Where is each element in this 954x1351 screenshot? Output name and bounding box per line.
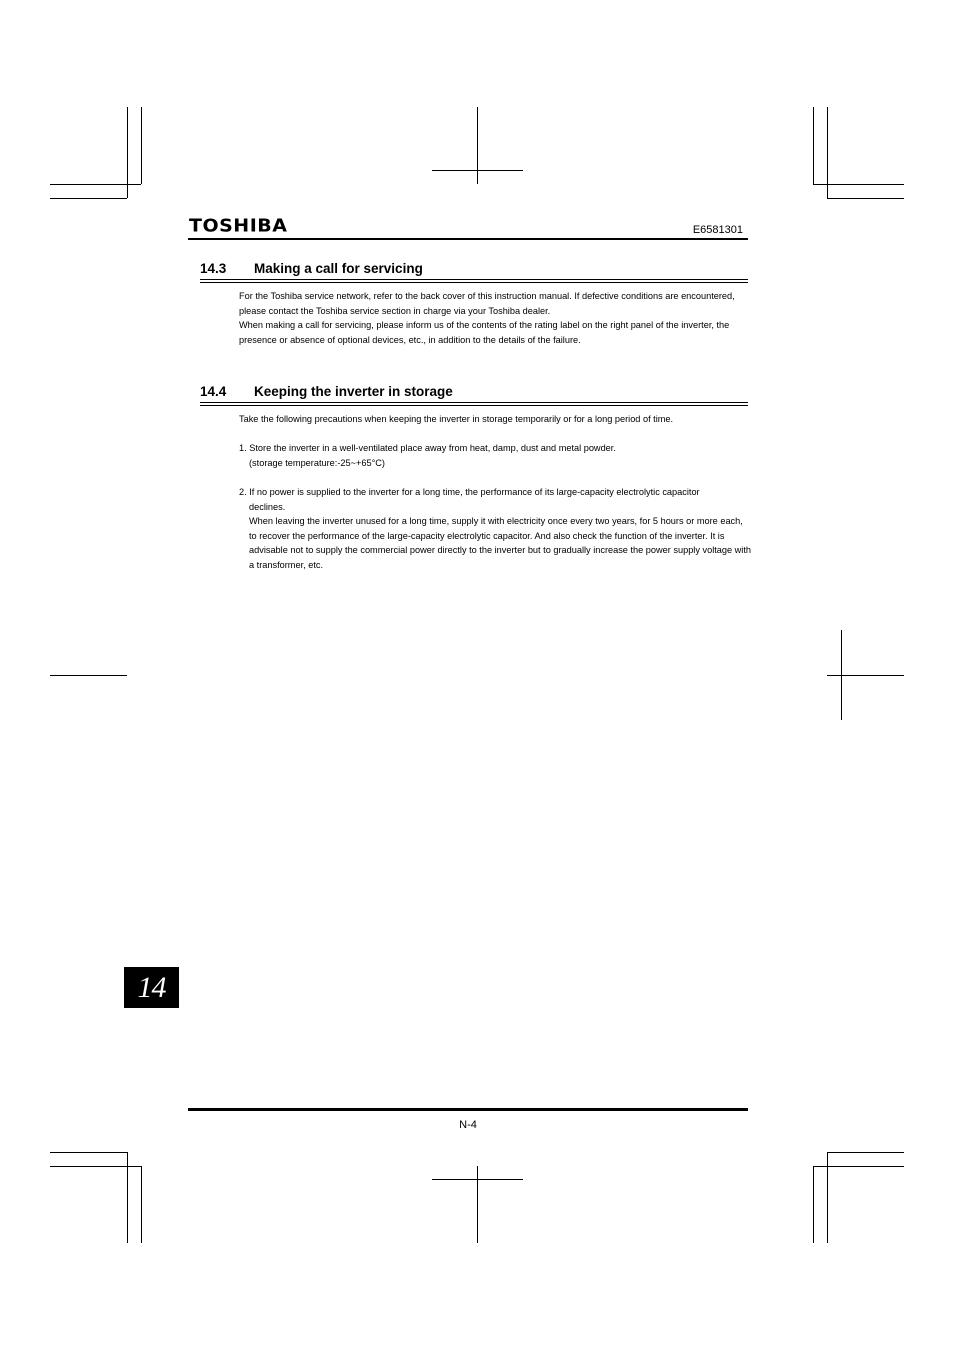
section-title: Making a call for servicing xyxy=(254,261,423,276)
section-rule-top xyxy=(200,402,748,403)
section-14-3-heading xyxy=(200,261,748,277)
section-14-4-heading xyxy=(200,384,748,400)
section-number: 14.4 xyxy=(200,384,227,399)
footer-rule xyxy=(188,1108,748,1111)
servicing-paragraph-2: When making a call for servicing, please inform us of the contents of the rating label on the right panel of the inverter, the presence or absence of optional devices, etc., in addition to the details of the failure. xyxy=(239,320,730,345)
list-item-text: 1. Store the inverter in a well-ventilated place away from heat, damp, dust and metal powder. xyxy=(239,443,616,453)
list-item xyxy=(239,441,751,470)
list-item-continuation: declines. xyxy=(249,501,286,512)
page-number: N-4 xyxy=(459,1119,477,1131)
section-title: Keeping the inverter in storage xyxy=(254,384,453,399)
section-rule-bottom xyxy=(200,405,748,406)
section-number: 14.3 xyxy=(200,261,227,276)
list-item-continuation: When leaving the inverter unused for a long time, supply it with electricity once every two years, for 5 hours or more each, to recover the performance of the large-capacity electrolytic capacitor. And also check the function of the inverter. It is advisable not to supply the commercial power directly to the inverter but to gradually increase the power supply voltage with a transformer, etc. xyxy=(249,516,752,570)
header-rule xyxy=(188,238,748,240)
list-item-continuation: (storage temperature:-25~+65°C) xyxy=(249,457,385,468)
list-item xyxy=(239,485,751,572)
storage-intro: Take the following precautions when keeping the inverter in storage temporarily or for a long period of time. xyxy=(239,414,674,424)
document-id: E6581301 xyxy=(692,224,743,236)
toshiba-logo: TOSHIBA xyxy=(189,216,288,237)
servicing-paragraph-1: For the Toshiba service network, refer to the back cover of this instruction manual. If defective conditions are encountered, please contact the Toshiba service section in charge via your Toshiba dealer. xyxy=(239,291,735,316)
list-item-text: 2. If no power is supplied to the inverter for a long time, the performance of its large-capacity electrolytic capacitor xyxy=(239,487,700,497)
section-rule-top xyxy=(200,279,748,280)
chapter-tab: 14 xyxy=(124,967,179,1008)
section-rule-bottom xyxy=(200,282,748,283)
